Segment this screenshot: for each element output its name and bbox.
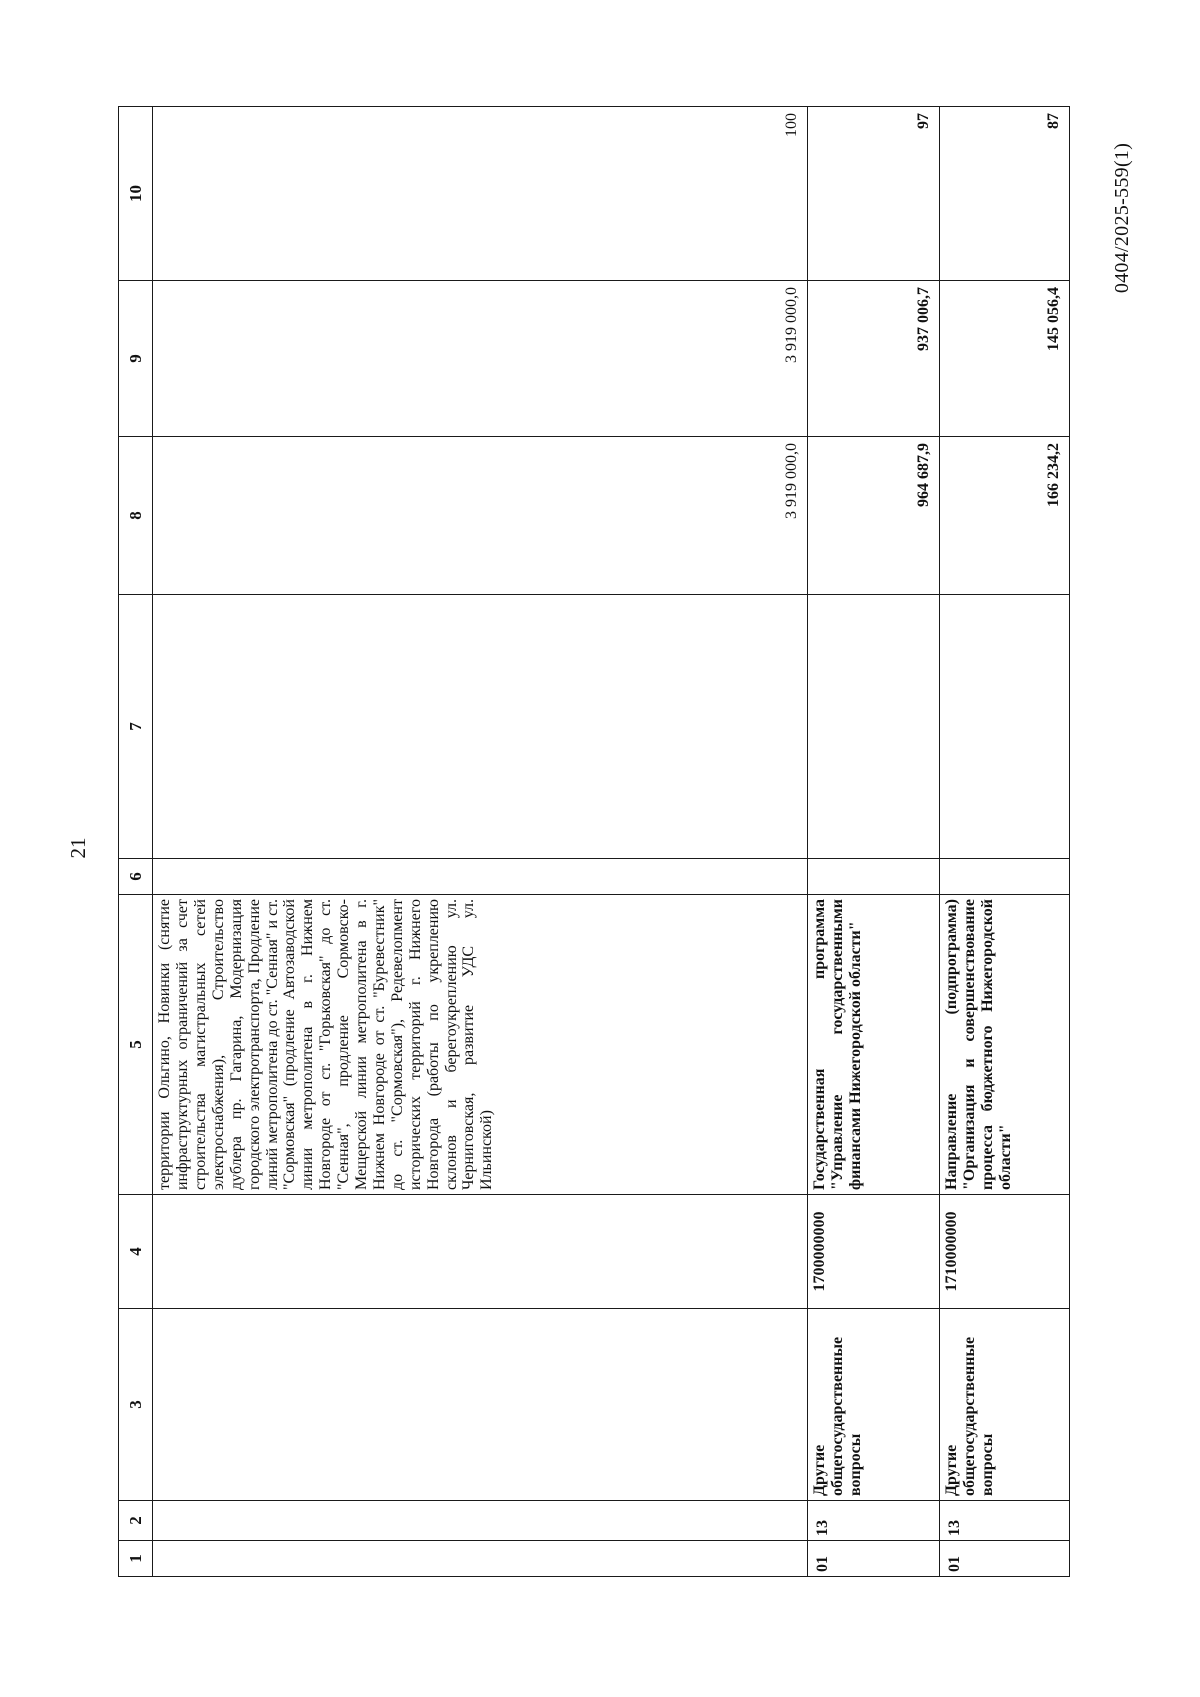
table-cell-percent: 97: [807, 107, 939, 281]
column-header: 8: [119, 437, 153, 595]
table-cell-section: 01: [807, 1541, 939, 1577]
page-number: 21: [66, 837, 90, 859]
table-cell-executed: 937 006,7: [807, 281, 939, 437]
table-row: [939, 107, 1069, 1577]
table-cell-executed: 3 919 000,0: [153, 281, 808, 437]
table-cell-description: Государственная программа "Управление государственными финансами Нижегородской области": [807, 895, 939, 1195]
table-cell-planned: 166 234,2: [939, 437, 1069, 595]
column-header: 3: [119, 1309, 153, 1501]
budget-table-rotated: [118, 107, 1070, 1577]
document-code: 0404/2025-559(1): [1111, 142, 1133, 294]
table-cell-col6: [939, 859, 1069, 895]
table-cell-col6: [807, 859, 939, 895]
table-cell-section: 01: [939, 1541, 1069, 1577]
column-header: 2: [119, 1501, 153, 1541]
table-cell-percent: 100: [153, 107, 808, 281]
table-cell-description: территории Ольгино, Новинки (снятие инфраструктурных ограничений за счет строительства магистральных сетей электроснабжения), Строительство дублера пр. Гагарина, Модернизация городского электротранспорта, Продление линий метрополитена до ст. "Сенная" и ст. "Сормовская" (продление Автозаводской линии метрополитена в г. Нижнем Новгороде от ст. "Горьковская" до ст. "Сенная", продление Сормовско-Мещерской линии метрополитена в г. Нижнем Новгороде от ст. "Буревестник" до ст. "Сормовская"), Редевелопмент исторических территорий г. Нижнего Новгорода (работы по укреплению склонов и берегоукреплению ул. Черниговская, развитие УДС ул. Ильинской): [153, 895, 808, 1195]
table-header-row: [119, 107, 153, 1577]
table-cell-col7: [153, 595, 808, 859]
column-header: 1: [119, 1541, 153, 1577]
table-cell-executed: 145 056,4: [939, 281, 1069, 437]
table-cell-description: Направление (подпрограмма) "Организация и совершенствование процесса бюджетного Нижегородской области": [939, 895, 1069, 1195]
column-header: 10: [119, 107, 153, 281]
table-cell-section-name: [153, 1309, 808, 1501]
table-cell-col7: [939, 595, 1069, 859]
table-cell-subsection: [153, 1501, 808, 1541]
column-header: 7: [119, 595, 153, 859]
table-cell-section-name: Другие общегосударственные вопросы: [939, 1309, 1069, 1501]
table-cell-planned: 964 687,9: [807, 437, 939, 595]
table-cell-col7: [807, 595, 939, 859]
table-cell-section-name: Другие общегосударственные вопросы: [807, 1309, 939, 1501]
column-header: 5: [119, 895, 153, 1195]
table-cell-target-code: 1710000000: [939, 1195, 1069, 1309]
table-cell-planned: 3 919 000,0: [153, 437, 808, 595]
column-header: 9: [119, 281, 153, 437]
table-cell-target-code: [153, 1195, 808, 1309]
table-row: [153, 107, 808, 1577]
table-cell-percent: 87: [939, 107, 1069, 281]
table-cell-section: [153, 1541, 808, 1577]
column-header: 4: [119, 1195, 153, 1309]
table-cell-subsection: 13: [807, 1501, 939, 1541]
column-header: 6: [119, 859, 153, 895]
table-cell-subsection: 13: [939, 1501, 1069, 1541]
budget-table: [118, 106, 1070, 1577]
table-cell-col6: [153, 859, 808, 895]
table-row: [807, 107, 939, 1577]
table-cell-target-code: 1700000000: [807, 1195, 939, 1309]
